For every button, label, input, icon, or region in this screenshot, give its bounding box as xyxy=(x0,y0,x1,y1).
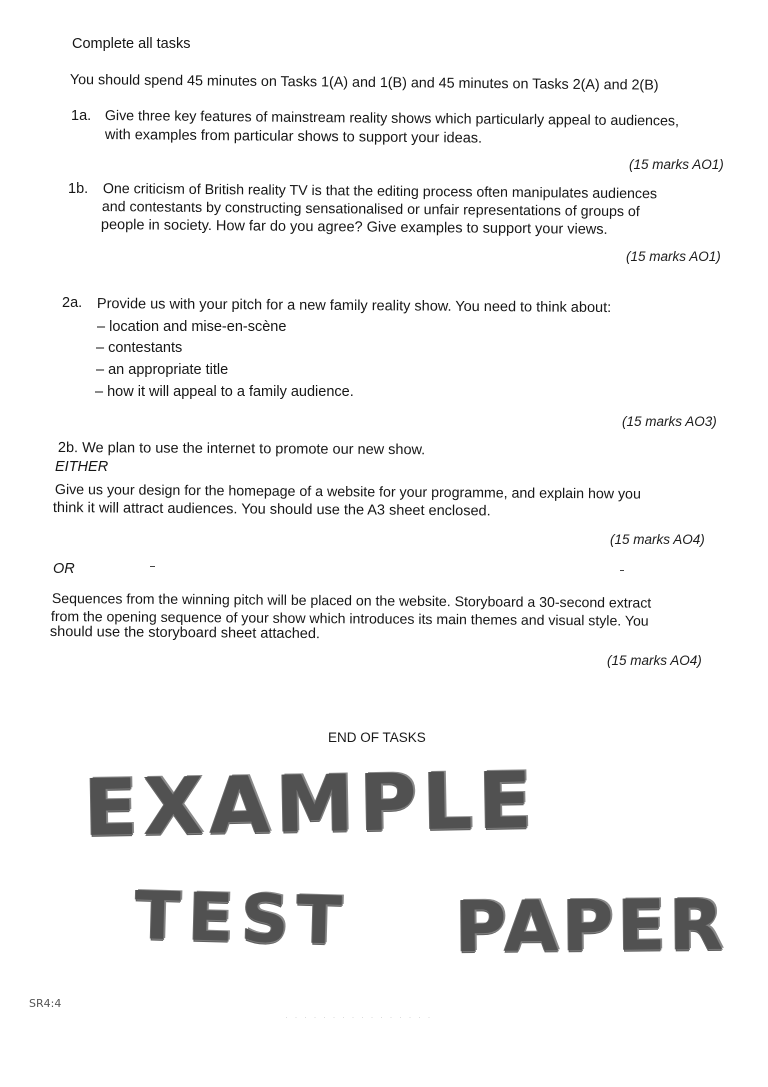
task-2a-marks: (15 marks AO3) xyxy=(622,414,717,429)
task-2a-bullet-contestants: – contestants xyxy=(96,340,183,356)
task-2b-option2-line2: from the opening sequence of your show which introduces its main themes and visual style. You xyxy=(50,608,649,629)
task-2b-option1-marks: (15 marks AO4) xyxy=(610,532,705,547)
task-1a-marks: (15 marks AO1) xyxy=(629,157,724,172)
task-2b-either: EITHER xyxy=(55,459,109,475)
task-2a-bullet-title: – an appropriate title xyxy=(96,362,229,378)
task-1b-marks: (15 marks AO1) xyxy=(626,249,721,264)
paper-stamp-word: PAPER xyxy=(454,883,728,969)
task-2b-option2-line1: Sequences from the winning pitch will be placed on the website. Storyboard a 30-second extract xyxy=(51,590,652,611)
task-2b-option1-line1: Give us your design for the homepage of a website for your programme, and explain how you xyxy=(54,482,641,503)
task-2b-intro: 2b. We plan to use the internet to promote our new show. xyxy=(57,440,426,459)
test-stamp-word: TEST xyxy=(134,877,351,960)
task-2b-option1-line2: think it will attract audiences. You should use the A3 sheet enclosed. xyxy=(52,500,491,520)
task-2a-intro: Provide us with your pitch for a new family reality show. You need to think about: xyxy=(96,296,612,317)
instructions-heading: Complete all tasks xyxy=(72,36,191,52)
task-1b-line2: and contestants by constructing sensationalised or unfair representations of groups of xyxy=(101,199,640,221)
end-of-tasks: END OF TASKS xyxy=(328,730,426,745)
task-1a-number: 1a. xyxy=(71,108,92,124)
instructions-timing: You should spend 45 minutes on Tasks 1(A) and 1(B) and 45 minutes on Tasks 2(A) and 2(B) xyxy=(69,72,659,94)
scan-speck xyxy=(620,570,624,571)
task-2b-option2-marks: (15 marks AO4) xyxy=(607,653,702,668)
task-2b-option2-line3: should use the storyboard sheet attached. xyxy=(49,624,321,643)
footer-code: SR4:4 xyxy=(29,997,62,1010)
task-2b-or: OR xyxy=(53,561,75,577)
task-1b-line3: people in society. How far do you agree? Give examples to support your views. xyxy=(100,217,608,238)
task-1a-line2: with examples from particular shows to support your ideas. xyxy=(104,127,483,147)
faint-scan-artifact: · · · · · · · · · · · · · · · · xyxy=(285,1012,433,1022)
task-1b-line1: One criticism of British reality TV is that the editing process often manipulates audiences xyxy=(102,181,658,203)
task-2a-number: 2a. xyxy=(62,295,83,311)
example-stamp-line1: EXAMPLE xyxy=(83,756,539,854)
task-1a-line1: Give three key features of mainstream reality shows which particularly appeal to audiences, xyxy=(104,108,680,130)
task-2a-bullet-appeal: – how it will appeal to a family audience. xyxy=(95,384,354,400)
task-1b-number: 1b. xyxy=(68,181,89,197)
task-2a-bullet-location: – location and mise-en-scène xyxy=(97,319,287,335)
scan-speck xyxy=(150,566,155,567)
